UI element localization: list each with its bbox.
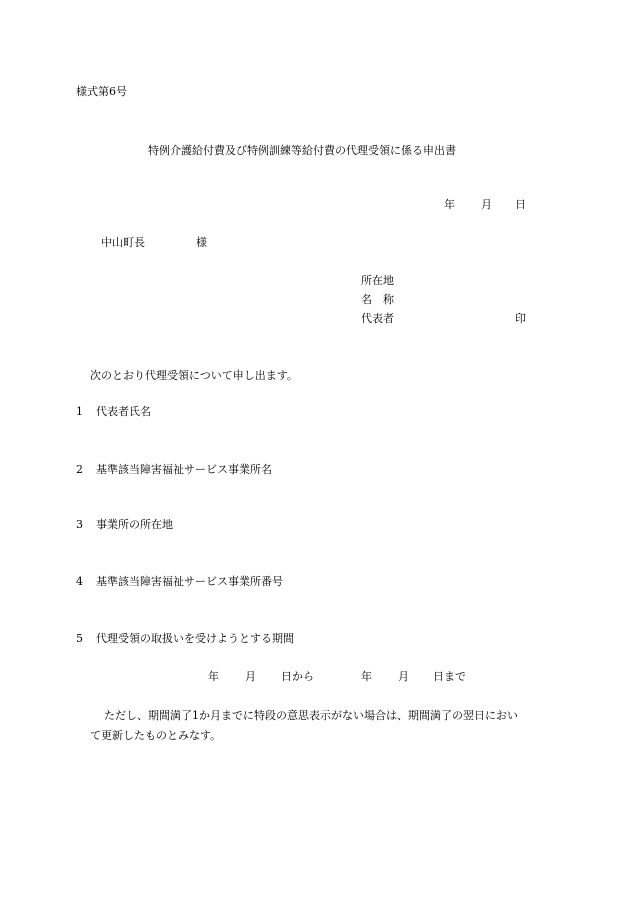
period-to-day: 日まで — [433, 670, 466, 683]
item-number: 5 — [76, 632, 83, 645]
applicant-address-label: 所在地 — [361, 274, 394, 287]
item-number: 2 — [76, 463, 83, 476]
applicant-representative-label: 代表者 — [361, 312, 394, 325]
date-month: 月 — [481, 198, 492, 211]
applicant-name-label: 名 称 — [361, 293, 394, 306]
date-year: 年 — [444, 198, 455, 211]
renewal-note-line-2: て更新したものとみなす。 — [90, 729, 222, 742]
addressee-honorific: 様 — [196, 236, 207, 249]
item-number: 1 — [76, 405, 83, 418]
item-label: 事業所の所在地 — [96, 518, 173, 531]
document-title: 特例介護給付費及び特例訓練等給付費の代理受領に係る申出書 — [148, 144, 456, 157]
item-number: 4 — [76, 575, 83, 588]
date-day: 日 — [515, 198, 526, 211]
intro-text: 次のとおり代理受領について申し出ます。 — [90, 369, 298, 382]
addressee-name: 中山町長 — [101, 236, 145, 249]
item-label: 代表者氏名 — [96, 405, 151, 418]
item-number: 3 — [76, 518, 83, 531]
period-from-day: 日から — [281, 670, 314, 683]
period-from-month: 月 — [245, 670, 256, 683]
item-label: 代理受領の取扱いを受けようとする期間 — [96, 632, 294, 645]
period-to-year: 年 — [361, 670, 372, 683]
item-label: 基準該当障害福祉サービス事業所名 — [96, 463, 272, 476]
renewal-note-line-1: ただし、期間満了1か月までに特段の意思表示がない場合は、期間満了の翌日におい — [104, 709, 518, 722]
form-number: 様式第6号 — [76, 85, 127, 98]
seal-mark: 印 — [515, 312, 526, 325]
period-to-month: 月 — [398, 670, 409, 683]
item-label: 基準該当障害福祉サービス事業所番号 — [96, 575, 283, 588]
period-from-year: 年 — [208, 670, 219, 683]
